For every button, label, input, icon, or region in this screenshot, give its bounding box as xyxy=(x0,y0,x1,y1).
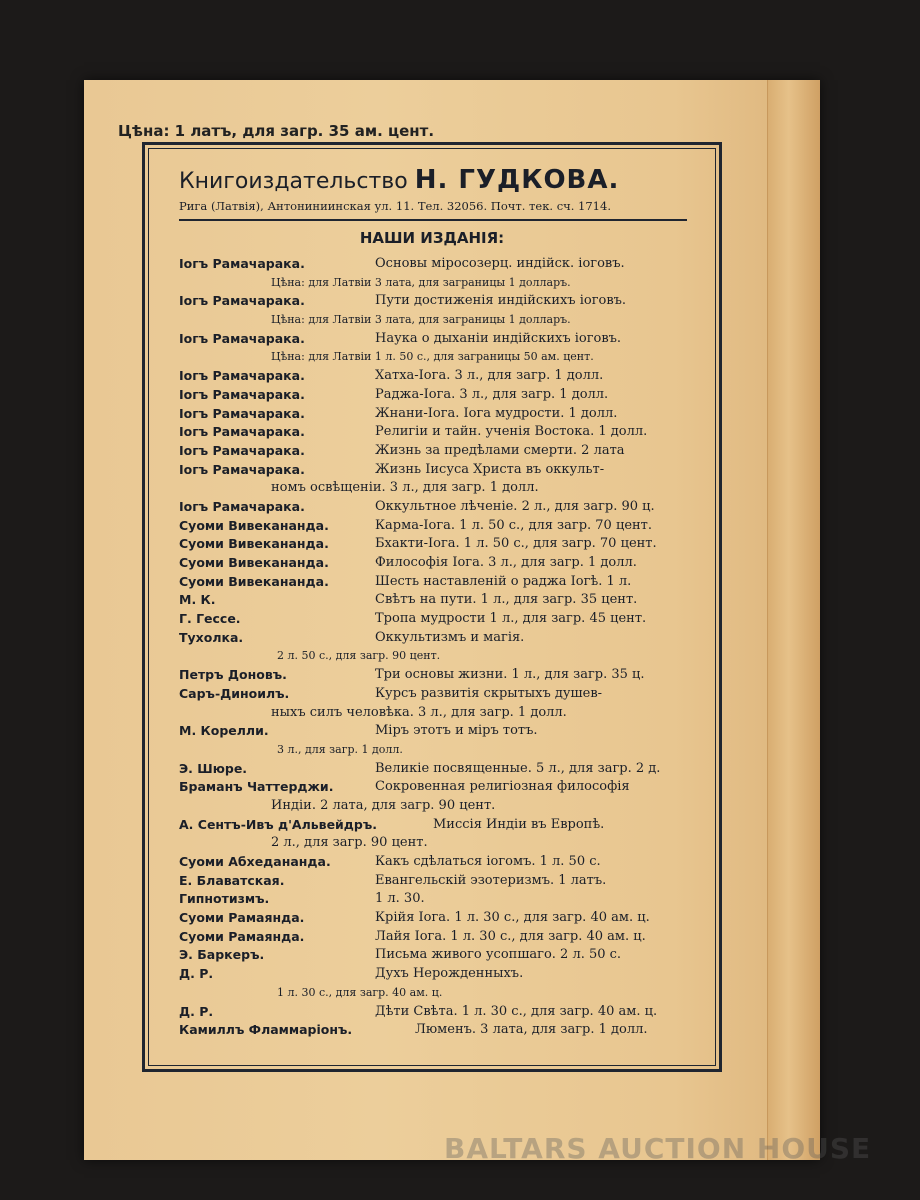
entry-title: Жнани-Іога. Іога мудрости. 1 долл. xyxy=(375,405,618,421)
publisher-address: Рига (Латвія), Антониниинская ул. 11. Тел. 32056. Почт. тек. сч. 1714. xyxy=(179,199,611,213)
catalog-list xyxy=(179,255,699,1040)
entry-title: Свѣтъ на пути. 1 л., для загр. 35 цент. xyxy=(375,592,638,608)
catalog-entry xyxy=(179,255,699,274)
entry-title: Дѣти Свѣта. 1 л. 30 с., для загр. 40 ам. ц. xyxy=(375,1003,658,1019)
entry-author: Тухолка. xyxy=(179,629,244,645)
catalog-entry xyxy=(179,498,699,517)
entry-title: Тропа мудрости 1 л., для загр. 45 цент. xyxy=(375,611,647,627)
catalog-entry xyxy=(179,741,699,760)
catalog-frame xyxy=(142,142,722,1072)
entry-title: Великіе посвященные. 5 л., для загр. 2 д. xyxy=(375,760,661,776)
catalog-entry xyxy=(179,330,699,349)
entry-author: М. Корелли. xyxy=(179,723,269,739)
entry-author: Гипнотизмъ. xyxy=(179,891,270,907)
entry-price-note: 2 л., для загр. 90 цент. xyxy=(271,835,428,851)
catalog-entry xyxy=(179,965,699,984)
entry-author: А. Сентъ-Ивъ д'Альвейдръ. xyxy=(179,816,377,832)
catalog-entry xyxy=(179,1021,699,1040)
entry-author: Іогъ Рамачарака. xyxy=(179,330,305,346)
catalog-heading: НАШИ ИЗДАНІЯ: xyxy=(359,229,505,247)
entry-title: Оккультное лѣченіе. 2 л., для загр. 90 ц. xyxy=(375,498,655,514)
book-spine xyxy=(767,80,820,1160)
catalog-entry xyxy=(179,760,699,779)
entry-title: Лайя Іога. 1 л. 30 с., для загр. 40 ам. ц. xyxy=(375,928,646,944)
entry-author: Д. Р. xyxy=(179,966,214,982)
entry-price-note: Цѣна: для Латвіи 3 лата, для заграницы 1 долларъ. xyxy=(271,275,571,289)
price-line: Цѣна: 1 латъ, для загр. 35 ам. цент. xyxy=(118,122,435,140)
catalog-entry xyxy=(179,722,699,741)
catalog-entry xyxy=(179,909,699,928)
entry-author: Камиллъ Фламмаріонъ. xyxy=(179,1022,353,1038)
entry-author: Іогъ Рамачарака. xyxy=(179,461,305,477)
catalog-inner-frame xyxy=(148,148,716,1066)
entry-title: Оккультизмъ и магія. xyxy=(375,629,525,645)
catalog-entry xyxy=(179,274,699,293)
catalog-entry xyxy=(179,610,699,629)
entry-author: Суоми Вивекананда. xyxy=(179,555,329,570)
entry-price-note: 2 л. 50 с., для загр. 90 цент. xyxy=(277,649,441,663)
catalog-entry xyxy=(179,348,699,367)
catalog-entry xyxy=(179,386,699,405)
entry-author: Петръ Доновъ. xyxy=(179,667,287,683)
catalog-entry xyxy=(179,1003,699,1022)
entry-title: Пути достиженія индійскихъ іоговъ. xyxy=(375,293,627,309)
entry-author: Саръ-Диноилъ. xyxy=(179,685,290,701)
catalog-entry xyxy=(179,367,699,386)
divider xyxy=(179,219,687,221)
entry-author: Іогъ Рамачарака. xyxy=(179,498,305,514)
entry-title: Наука о дыханіи индійскихъ іоговъ. xyxy=(375,330,622,346)
entry-price-note: Индіи. 2 лата, для загр. 90 цент. xyxy=(271,797,496,813)
entry-title: Жизнь Іисуса Христа въ оккульт- xyxy=(375,461,605,477)
catalog-entry xyxy=(179,554,699,573)
entry-title: Миссія Индіи въ Европѣ. xyxy=(433,816,605,832)
entry-price-note: ныхъ силъ человѣка. 3 л., для загр. 1 долл. xyxy=(271,704,567,720)
entry-author: Д. Р. xyxy=(179,1003,214,1019)
entry-title: Карма-Іога. 1 л. 50 с., для загр. 70 цент. xyxy=(375,517,653,533)
catalog-entry xyxy=(179,928,699,947)
publisher-name xyxy=(179,165,619,195)
entry-title: Философія Іога. 3 л., для загр. 1 долл. xyxy=(375,555,637,570)
catalog-entry xyxy=(179,834,699,853)
catalog-entry xyxy=(179,442,699,461)
catalog-entry xyxy=(179,778,699,797)
entry-author: Іогъ Рамачарака. xyxy=(179,368,305,384)
entry-price-note: Цѣна: для Латвіи 1 л. 50 с., для заграницы 50 ам. цент. xyxy=(271,350,594,364)
entry-author: Іогъ Рамачарака. xyxy=(179,256,305,271)
catalog-entry xyxy=(179,292,699,311)
catalog-entry xyxy=(179,853,699,872)
entry-title: 1 л. 30. xyxy=(375,891,425,907)
entry-price-note: 1 л. 30 с., для загр. 40 ам. ц. xyxy=(277,985,443,999)
catalog-entry xyxy=(179,984,699,1003)
publisher-name-main: Н. ГУДКОВА. xyxy=(414,165,620,195)
entry-author: Суоми Рамаянда. xyxy=(179,928,305,944)
entry-title: Евангельскій эзотеризмъ. 1 латъ. xyxy=(375,872,607,888)
entry-author: Суоми Вивекананда. xyxy=(179,573,329,589)
catalog-entry xyxy=(179,311,699,330)
catalog-entry xyxy=(179,535,699,554)
watermark: BALTARS AUCTION HOUSE xyxy=(444,1132,872,1165)
entry-author: Іогъ Рамачарака. xyxy=(179,424,305,440)
catalog-entry xyxy=(179,816,699,835)
entry-title: Раджа-Іога. 3 л., для загр. 1 долл. xyxy=(375,386,609,402)
entry-author: Суоми Вивекананда. xyxy=(179,517,329,533)
entry-author: Іогъ Рамачарака. xyxy=(179,442,305,458)
entry-author: М. К. xyxy=(179,592,216,608)
catalog-entry xyxy=(179,591,699,610)
entry-author: Суоми Абхедананда. xyxy=(179,854,331,869)
entry-author: Г. Гессе. xyxy=(179,611,241,627)
entry-title: Основы міросозерц. индійск. іоговъ. xyxy=(375,256,625,271)
entry-title: Сокровенная религіозная философія xyxy=(375,779,630,795)
entry-title: Бхакти-Іога. 1 л. 50 с., для загр. 70 цент. xyxy=(375,536,657,552)
catalog-entry xyxy=(179,423,699,442)
entry-title: Крійя Іога. 1 л. 30 с., для загр. 40 ам. ц. xyxy=(375,910,650,926)
entry-title: Письма живого усопшаго. 2 л. 50 с. xyxy=(375,947,622,963)
catalog-entry xyxy=(179,461,699,480)
catalog-entry xyxy=(179,517,699,536)
catalog-entry xyxy=(179,704,699,723)
catalog-entry xyxy=(179,666,699,685)
entry-author: Е. Блаватская. xyxy=(179,872,285,888)
entry-title: Какъ сдѣлаться іогомъ. 1 л. 50 с. xyxy=(375,854,601,869)
entry-title: Шесть наставленій о раджа Іогѣ. 1 л. xyxy=(375,573,632,589)
entry-author: Э. Шюре. xyxy=(179,760,248,776)
catalog-entry xyxy=(179,405,699,424)
entry-title: Курсъ развитія скрытыхъ душев- xyxy=(375,685,603,701)
catalog-entry xyxy=(179,629,699,648)
entry-author: Браманъ Чаттерджи. xyxy=(179,779,334,795)
entry-title: Хатха-Іога. 3 л., для загр. 1 долл. xyxy=(375,368,604,384)
catalog-entry xyxy=(179,797,699,816)
catalog-entry xyxy=(179,685,699,704)
publisher-name-prefix: Книгоиздательство xyxy=(179,169,408,194)
entry-author: Э. Баркеръ. xyxy=(179,947,265,963)
entry-price-note: 3 л., для загр. 1 долл. xyxy=(277,742,403,756)
entry-title: Духъ Нерожденныхъ. xyxy=(375,966,524,982)
catalog-entry xyxy=(179,872,699,891)
catalog-entry xyxy=(179,946,699,965)
entry-author: Суоми Вивекананда. xyxy=(179,536,329,552)
entry-author: Суоми Рамаянда. xyxy=(179,910,305,926)
entry-price-note: Цѣна: для Латвіи 3 лата, для заграницы 1 долларъ. xyxy=(271,313,571,327)
entry-price-note: номъ освѣщеніи. 3 л., для загр. 1 долл. xyxy=(271,480,539,496)
entry-title: Жизнь за предѣлами смерти. 2 лата xyxy=(375,442,625,458)
entry-title: Міръ этотъ и міръ тотъ. xyxy=(375,723,538,739)
catalog-entry xyxy=(179,890,699,909)
entry-author: Іогъ Рамачарака. xyxy=(179,293,305,309)
entry-title: Религіи и тайн. ученія Востока. 1 долл. xyxy=(375,424,648,440)
entry-author: Іогъ Рамачарака. xyxy=(179,386,305,402)
entry-title: Люменъ. 3 лата, для загр. 1 долл. xyxy=(415,1022,648,1038)
catalog-entry xyxy=(179,647,699,666)
catalog-entry xyxy=(179,573,699,592)
book-back-cover xyxy=(84,80,820,1160)
entry-title: Три основы жизни. 1 л., для загр. 35 ц. xyxy=(375,667,645,683)
catalog-entry xyxy=(179,479,699,498)
entry-author: Іогъ Рамачарака. xyxy=(179,405,305,421)
